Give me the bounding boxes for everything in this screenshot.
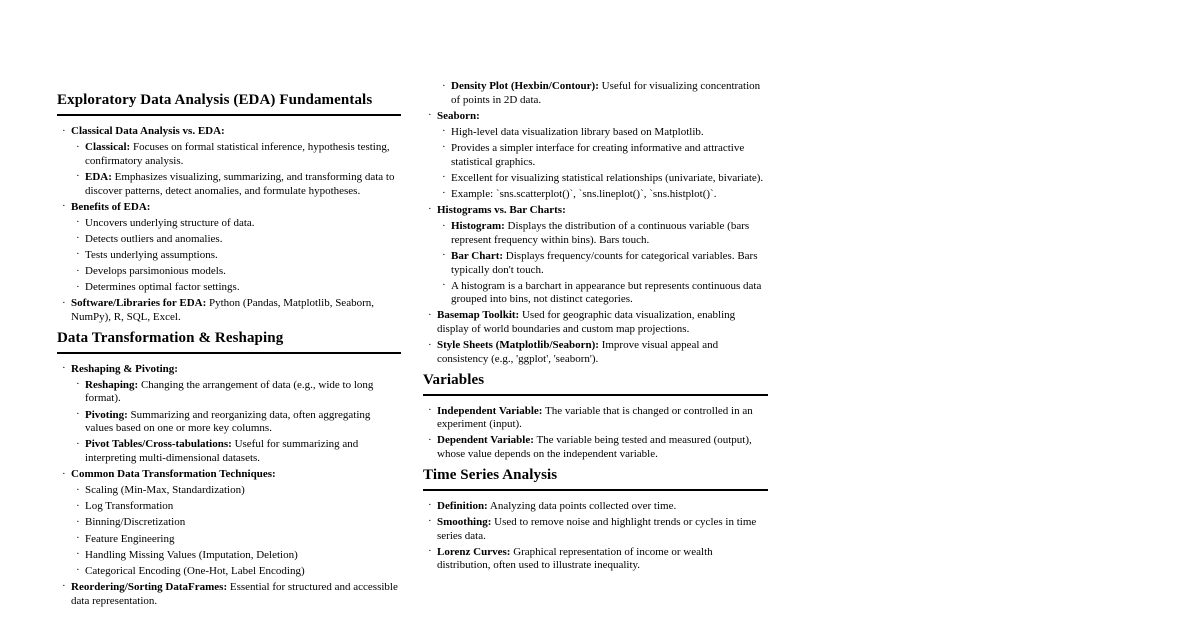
- list-item: [57, 379, 401, 406]
- item-bold-label: Independent Variable:: [437, 404, 543, 417]
- item-body-text: Handling Missing Values (Imputation, Deletion): [85, 548, 298, 561]
- bullet-list: [57, 125, 401, 325]
- item-body-text: Summarizing and reorganizing data, often aggregating values based on one or more key columns.: [85, 408, 371, 435]
- item-body-text: Determines optimal factor settings.: [85, 281, 240, 294]
- bullet-icon: ·: [76, 437, 80, 450]
- list-item: [423, 220, 768, 247]
- item-body-text: Example: `sns.scatterplot()`, `sns.lineplot()`, `sns.histplot()`.: [451, 187, 717, 200]
- list-item: [57, 533, 401, 547]
- item-bold-label: Style Sheets (Matplotlib/Seaborn):: [437, 339, 599, 352]
- list-item: [423, 546, 768, 573]
- item-body-text: Feature Engineering: [85, 532, 175, 545]
- bullet-icon: ·: [428, 404, 432, 417]
- list-item: [423, 500, 768, 514]
- item-body-text: Tests underlying assumptions.: [85, 248, 218, 261]
- list-item: [57, 549, 401, 563]
- bullet-icon: ·: [442, 171, 446, 184]
- list-item: [423, 172, 768, 186]
- item-bold-label: Definition:: [437, 499, 488, 512]
- list-item: [423, 80, 768, 107]
- item-body-text: Emphasizes visualizing, summarizing, and transforming data to discover patterns, detect anomalies, and formulate hypotheses.: [85, 170, 395, 197]
- bullet-icon: ·: [62, 580, 66, 593]
- bullet-icon: ·: [76, 264, 80, 277]
- item-body-text: Used to remove noise and highlight trends or cycles in time series data.: [437, 515, 757, 542]
- list-item: [57, 500, 401, 514]
- item-body-text: Used for geographic data visualization, enabling display of world boundaries and custom map projections.: [437, 309, 736, 336]
- item-body-text: Useful for visualizing concentration of points in 2D data.: [451, 80, 761, 106]
- list-item: [423, 110, 768, 124]
- list-item: [423, 516, 768, 543]
- list-item: [57, 438, 401, 465]
- list-item: [423, 188, 768, 202]
- bullet-icon: ·: [428, 308, 432, 321]
- item-bold-label: Pivoting:: [85, 408, 128, 421]
- bullet-icon: ·: [442, 279, 446, 292]
- item-body-text: The variable that is changed or controlled in an experiment (input).: [437, 404, 753, 431]
- bullet-icon: ·: [62, 362, 66, 375]
- list-item: [57, 297, 401, 324]
- item-bold-label: Density Plot (Hexbin/Contour):: [451, 80, 599, 92]
- left-column: [57, 80, 401, 611]
- item-body-text: Detects outliers and anomalies.: [85, 232, 223, 245]
- item-bold-label: Reordering/Sorting DataFrames:: [71, 580, 228, 593]
- bullet-icon: ·: [76, 564, 80, 577]
- item-body-text: Displays frequency/counts for categorical variables. Bars typically don't touch.: [451, 249, 758, 276]
- bullet-icon: ·: [428, 203, 432, 216]
- item-bold-label: Common Data Transformation Techniques:: [71, 468, 276, 481]
- section-heading: Data Transformation & Reshaping: [57, 329, 401, 354]
- item-body-text: Categorical Encoding (One-Hot, Label Encoding): [85, 564, 305, 577]
- item-body-text: A histogram is a barchart in appearance but represents continuous data grouped into bins, not distinct categories.: [451, 279, 762, 306]
- bullet-icon: ·: [76, 170, 80, 183]
- bullet-icon: ·: [62, 124, 66, 137]
- bullet-icon: ·: [442, 219, 446, 232]
- item-bold-label: Classical:: [85, 141, 131, 154]
- bullet-icon: ·: [76, 378, 80, 391]
- list-item: [57, 581, 401, 608]
- section-heading: Time Series Analysis: [423, 466, 768, 491]
- list-item: [423, 126, 768, 140]
- item-bold-label: Lorenz Curves:: [437, 545, 511, 558]
- bullet-icon: ·: [442, 141, 446, 154]
- bullet-icon: ·: [76, 408, 80, 421]
- list-item: [57, 516, 401, 530]
- list-item: [57, 484, 401, 498]
- item-body-text: Binning/Discretization: [85, 516, 186, 529]
- item-bold-label: Basemap Toolkit:: [437, 309, 520, 322]
- section-heading: Variables: [423, 371, 768, 396]
- item-bold-label: Smoothing:: [437, 515, 492, 528]
- bullet-icon: ·: [76, 532, 80, 545]
- bullet-icon: ·: [428, 433, 432, 446]
- bullet-icon: ·: [76, 232, 80, 245]
- list-item: [423, 250, 768, 277]
- list-item: [423, 405, 768, 432]
- item-body-text: Displays the distribution of a continuous variable (bars represent frequency within bins). Bars touch.: [451, 220, 750, 246]
- bullet-icon: ·: [428, 338, 432, 351]
- list-item: [57, 141, 401, 168]
- bullet-icon: ·: [442, 249, 446, 262]
- list-item: [57, 468, 401, 482]
- list-item: [423, 280, 768, 307]
- item-bold-label: Bar Chart:: [451, 249, 504, 262]
- item-body-text: High-level data visualization library based on Matplotlib.: [451, 125, 704, 138]
- list-item: [423, 434, 768, 461]
- item-body-text: Essential for structured and accessible data representation.: [71, 580, 398, 607]
- right-column: [423, 80, 768, 576]
- item-bold-label: Reshaping & Pivoting:: [71, 362, 178, 375]
- bullet-icon: ·: [428, 545, 432, 558]
- bullet-icon: ·: [76, 515, 80, 528]
- list-item: [57, 265, 401, 279]
- item-body-text: Changing the arrangement of data (e.g., wide to long format).: [85, 378, 374, 405]
- bullet-icon: ·: [442, 125, 446, 138]
- list-item: [57, 171, 401, 198]
- item-bold-label: Classical Data Analysis vs. EDA:: [71, 125, 225, 137]
- bullet-icon: ·: [76, 499, 80, 512]
- bullet-icon: ·: [428, 499, 432, 512]
- list-item: [423, 339, 768, 366]
- item-body-text: Analyzing data points collected over time.: [489, 499, 677, 512]
- list-item: [57, 125, 401, 139]
- item-body-text: Log Transformation: [85, 500, 174, 513]
- list-item: [423, 309, 768, 336]
- bullet-icon: ·: [428, 515, 432, 528]
- item-bold-label: Reshaping:: [85, 378, 139, 391]
- bullet-list: [423, 500, 768, 573]
- item-bold-label: Benefits of EDA:: [71, 200, 151, 213]
- bullet-icon: ·: [76, 483, 80, 496]
- bullet-list: [57, 363, 401, 609]
- list-item: [423, 204, 768, 218]
- item-body-text: Scaling (Min-Max, Standardization): [85, 484, 245, 497]
- bullet-icon: ·: [76, 280, 80, 293]
- list-item: [423, 142, 768, 169]
- item-body-text: Develops parsimonious models.: [85, 265, 226, 278]
- item-bold-label: Histogram:: [451, 220, 505, 233]
- item-bold-label: Seaborn:: [437, 109, 480, 122]
- item-body-text: Useful for summarizing and interpreting multi-dimensional datasets.: [85, 438, 359, 465]
- bullet-icon: ·: [62, 467, 66, 480]
- item-body-text: Improve visual appeal and consistency (e.g., 'ggplot', 'seaborn').: [437, 339, 719, 365]
- bullet-icon: ·: [62, 200, 66, 213]
- item-bold-label: Histograms vs. Bar Charts:: [437, 203, 566, 216]
- bullet-icon: ·: [76, 248, 80, 261]
- bullet-icon: ·: [76, 548, 80, 561]
- bullet-list: [423, 405, 768, 462]
- item-body-text: Excellent for visualizing statistical relationships (univariate, bivariate).: [451, 171, 764, 184]
- bullet-icon: ·: [76, 140, 80, 153]
- bullet-icon: ·: [442, 79, 446, 92]
- list-item: [57, 281, 401, 295]
- item-body-text: Focuses on formal statistical inference, hypothesis testing, confirmatory analysis.: [85, 141, 390, 167]
- item-body-text: Provides a simpler interface for creating informative and attractive statistical graphics.: [451, 141, 745, 168]
- item-bold-label: Dependent Variable:: [437, 434, 534, 447]
- list-item: [57, 201, 401, 215]
- item-body-text: Graphical representation of income or wealth distribution, often used to illustrate inequality.: [437, 545, 713, 572]
- item-body-text: Python (Pandas, Matplotlib, Seaborn, NumPy), R, SQL, Excel.: [71, 297, 374, 323]
- list-item: [57, 409, 401, 436]
- section-heading: Exploratory Data Analysis (EDA) Fundamentals: [57, 91, 401, 116]
- bullet-icon: ·: [442, 187, 446, 200]
- bullet-icon: ·: [62, 296, 66, 309]
- item-body-text: The variable being tested and measured (output), whose value depends on the independent variable.: [437, 434, 752, 461]
- list-item: [57, 233, 401, 247]
- bullet-icon: ·: [428, 109, 432, 122]
- item-body-text: Uncovers underlying structure of data.: [85, 216, 255, 229]
- item-bold-label: Pivot Tables/Cross-tabulations:: [85, 438, 232, 451]
- bullet-icon: ·: [76, 216, 80, 229]
- list-item: [57, 217, 401, 231]
- list-item: [57, 363, 401, 377]
- bullet-list: [423, 80, 768, 367]
- list-item: [57, 565, 401, 579]
- item-bold-label: Software/Libraries for EDA:: [71, 297, 207, 310]
- item-bold-label: EDA:: [85, 170, 112, 183]
- list-item: [57, 249, 401, 263]
